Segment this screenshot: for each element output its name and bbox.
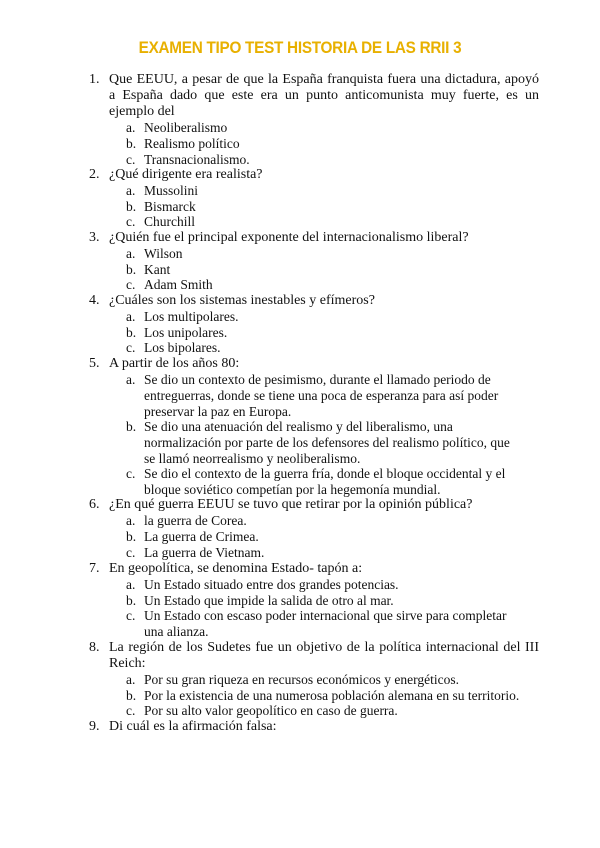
option-text: Churchill (144, 214, 195, 229)
option-letter: b. (126, 688, 137, 703)
option-text: Realismo político (144, 136, 240, 151)
option-letter: a. (126, 309, 136, 324)
option-text: La guerra de Vietnam. (144, 545, 265, 560)
question-number: 5. (89, 356, 100, 371)
option-5a (126, 372, 501, 420)
question-text: ¿En qué guerra EEUU se tuvo que retirar por la opinión pública? (109, 497, 473, 512)
option-letter: b. (126, 136, 137, 151)
question-text: ¿Qué dirigente era realista? (109, 167, 263, 182)
option-text: Se dio una atenuación del realismo y del liberalismo, una normalización por parte de los defensores del realismo político, que se llamó neorrealismo y neoliberalismo. (144, 419, 510, 466)
question-number: 9. (89, 719, 100, 734)
option-letter: b. (126, 419, 137, 434)
question-number: 8. (89, 640, 100, 655)
question-number: 2. (89, 167, 100, 182)
option-6c (126, 545, 526, 561)
option-letter: c. (126, 214, 136, 229)
question-text: La región de los Sudetes fue un objetivo de la política internacional del III Reich: (109, 640, 539, 671)
option-text: Los unipolares. (144, 325, 228, 340)
option-letter: c. (126, 608, 136, 623)
option-letter: b. (126, 199, 137, 214)
question-number: 4. (89, 293, 100, 308)
option-1a (126, 120, 526, 136)
option-3b (126, 262, 526, 278)
question-text: ¿Cuáles son los sistemas inestables y efímeros? (109, 293, 375, 308)
option-1b (126, 136, 526, 152)
option-text: La guerra de Crimea. (144, 529, 259, 544)
question-number: 7. (89, 561, 100, 576)
option-letter: a. (126, 120, 136, 135)
option-text: Un Estado con escaso poder internacional que sirve para completar una alianza. (144, 608, 507, 639)
option-text: Por la existencia de una numerosa población alemana en su territorio. (144, 688, 520, 703)
option-4c (126, 340, 526, 356)
option-letter: c. (126, 152, 136, 167)
option-1c (126, 152, 526, 168)
option-text: Wilson (144, 246, 183, 261)
option-text: Un Estado situado entre dos grandes potencias. (144, 577, 399, 592)
option-text: Se dio el contexto de la guerra fría, donde el bloque occidental y el bloque soviético competían por la hegemonía mundial. (144, 466, 506, 497)
option-5c (126, 466, 511, 498)
option-text: Kant (144, 262, 171, 277)
option-letter: c. (126, 277, 136, 292)
question-7 (89, 561, 539, 577)
option-7a (126, 577, 526, 593)
option-2c (126, 214, 526, 230)
option-3a (126, 246, 526, 262)
question-number: 3. (89, 230, 100, 245)
option-letter: b. (126, 529, 137, 544)
question-8 (89, 640, 539, 672)
option-letter: c. (126, 466, 136, 481)
option-4a (126, 309, 526, 325)
option-text: Bismarck (144, 199, 196, 214)
option-text: Por su gran riqueza en recursos económicos y energéticos. (144, 672, 460, 687)
option-2b (126, 199, 526, 215)
option-8c (126, 703, 536, 719)
option-text: Mussolini (144, 183, 199, 198)
question-2 (89, 167, 539, 183)
option-6b (126, 529, 526, 545)
option-8b (126, 688, 546, 704)
option-letter: b. (126, 593, 137, 608)
option-3c (126, 277, 526, 293)
option-letter: a. (126, 513, 136, 528)
option-letter: c. (126, 340, 136, 355)
option-letter: a. (126, 246, 136, 261)
question-number: 6. (89, 497, 100, 512)
option-4b (126, 325, 526, 341)
option-5b (126, 419, 516, 467)
option-letter: c. (126, 703, 136, 718)
option-letter: b. (126, 262, 137, 277)
question-9 (89, 719, 539, 735)
question-number: 1. (89, 72, 100, 87)
question-6 (89, 497, 539, 513)
option-8a (126, 672, 536, 688)
option-text: la guerra de Corea. (144, 513, 247, 528)
page-title: EXAMEN TIPO TEST HISTORIA DE LAS RRII 3 (138, 38, 462, 57)
option-text: Neoliberalismo (144, 120, 228, 135)
option-text: Un Estado que impide la salida de otro al mar. (144, 593, 394, 608)
question-text: En geopolítica, se denomina Estado- tapón a: (109, 561, 363, 576)
question-4 (89, 293, 539, 309)
option-letter: b. (126, 325, 137, 340)
question-text: ¿Quién fue el principal exponente del internacionalismo liberal? (109, 230, 469, 245)
question-text: A partir de los años 80: (109, 356, 240, 371)
option-letter: a. (126, 577, 136, 592)
option-2a (126, 183, 526, 199)
option-letter: a. (126, 372, 136, 387)
option-text: Transnacionalismo. (144, 152, 250, 167)
question-3 (89, 230, 539, 246)
option-letter: a. (126, 672, 136, 687)
option-text: Por su alto valor geopolítico en caso de guerra. (144, 703, 398, 718)
option-letter: c. (126, 545, 136, 560)
option-7b (126, 593, 526, 609)
option-6a (126, 513, 526, 529)
question-5 (89, 356, 539, 372)
question-text: Di cuál es la afirmación falsa: (109, 719, 277, 734)
option-text: Se dio un contexto de pesimismo, durante el llamado periodo de entreguerras, donde se tiene una poca de esperanza para así poder preservar la paz en Europa. (144, 372, 499, 419)
option-text: Los bipolares. (144, 340, 221, 355)
option-text: Los multipolares. (144, 309, 239, 324)
option-text: Adam Smith (144, 277, 213, 292)
option-7c (126, 608, 511, 640)
question-1 (89, 72, 539, 120)
question-text: Que EEUU, a pesar de que la España franquista fuera una dictadura, apoyó a España dado que este era un punto anticomunista muy fuerte, es un ejemplo del (109, 72, 539, 119)
option-letter: a. (126, 183, 136, 198)
